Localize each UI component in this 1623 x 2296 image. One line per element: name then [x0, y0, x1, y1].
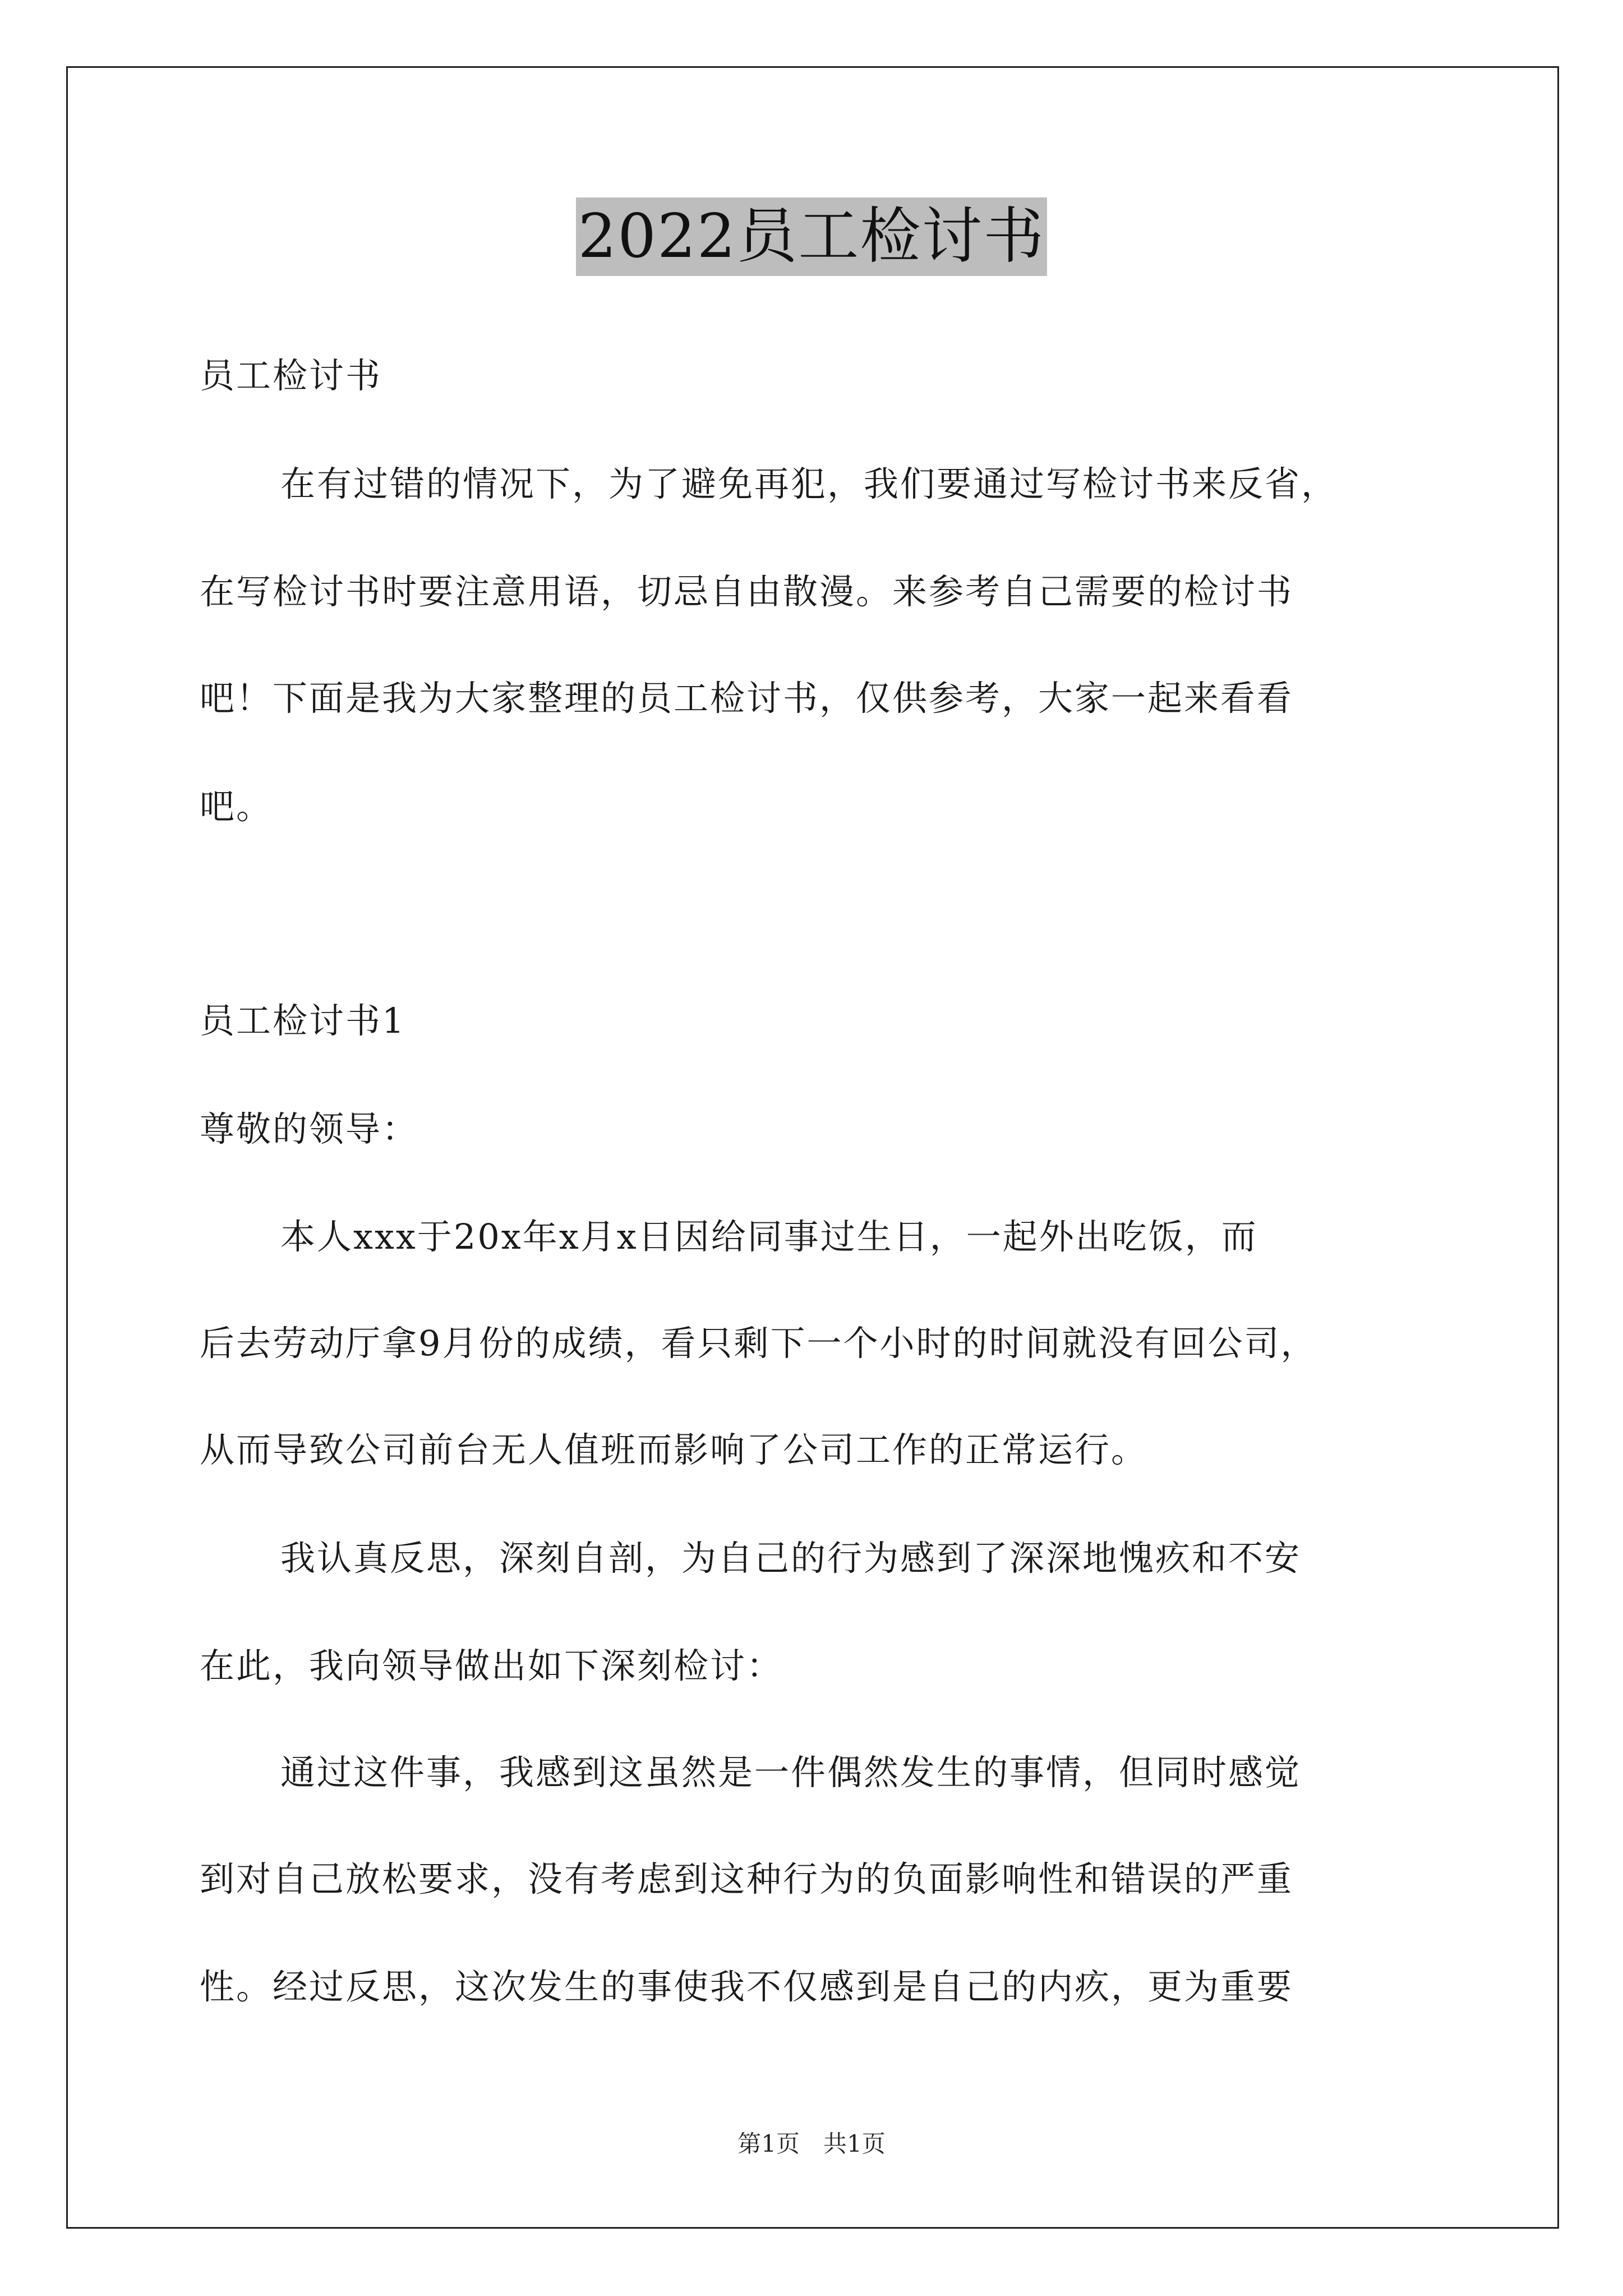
paragraph-line: 我认真反思，深刻自剖，为自己的行为感到了深深地愧疚和不安 — [280, 1538, 1302, 1579]
document-title: 2022员工检讨书 — [576, 197, 1048, 276]
paragraph-line: 本人xxx于20x年x月x日因给同事过生日，一起外出吃饭，而 — [280, 1216, 1258, 1257]
section-heading: 员工检讨书 — [200, 355, 382, 396]
paragraph-line: 在此，我向领导做出如下深刻检讨： — [200, 1645, 783, 1686]
salutation: 尊敬的领导： — [200, 1108, 419, 1149]
paragraph-line: 从而导致公司前台无人值班而影响了公司工作的正常运行。 — [200, 1429, 1148, 1470]
section-heading: 员工检讨书1 — [200, 1000, 406, 1041]
title-container — [0, 197, 1623, 276]
paragraph-line: 性。经过反思，这次发生的事使我不仅感到是自己的内疚，更为重要 — [200, 1966, 1294, 2007]
paragraph-line: 在写检讨书时要注意用语，切忌自由散漫。来参考自己需要的检讨书 — [200, 571, 1294, 612]
paragraph-line: 在有过错的情况下，为了避免再犯，我们要通过写检讨书来反省， — [280, 463, 1338, 504]
paragraph-line: 到对自己放松要求，没有考虑到这种行为的负面影响性和错误的严重 — [200, 1858, 1294, 1899]
paragraph-line: 吧。 — [200, 786, 273, 827]
paragraph-line: 通过这件事，我感到这虽然是一件偶然发生的事情，但同时感觉 — [280, 1752, 1302, 1793]
paragraph-line: 吧！下面是我为大家整理的员工检讨书，仅供参考，大家一起来看看 — [200, 678, 1294, 719]
page-footer: 第1页 共1页 — [737, 2130, 886, 2157]
paragraph-line: 后去劳动厅拿9月份的成绩，看只剩下一个小时的时间就没有回公司， — [200, 1323, 1317, 1364]
